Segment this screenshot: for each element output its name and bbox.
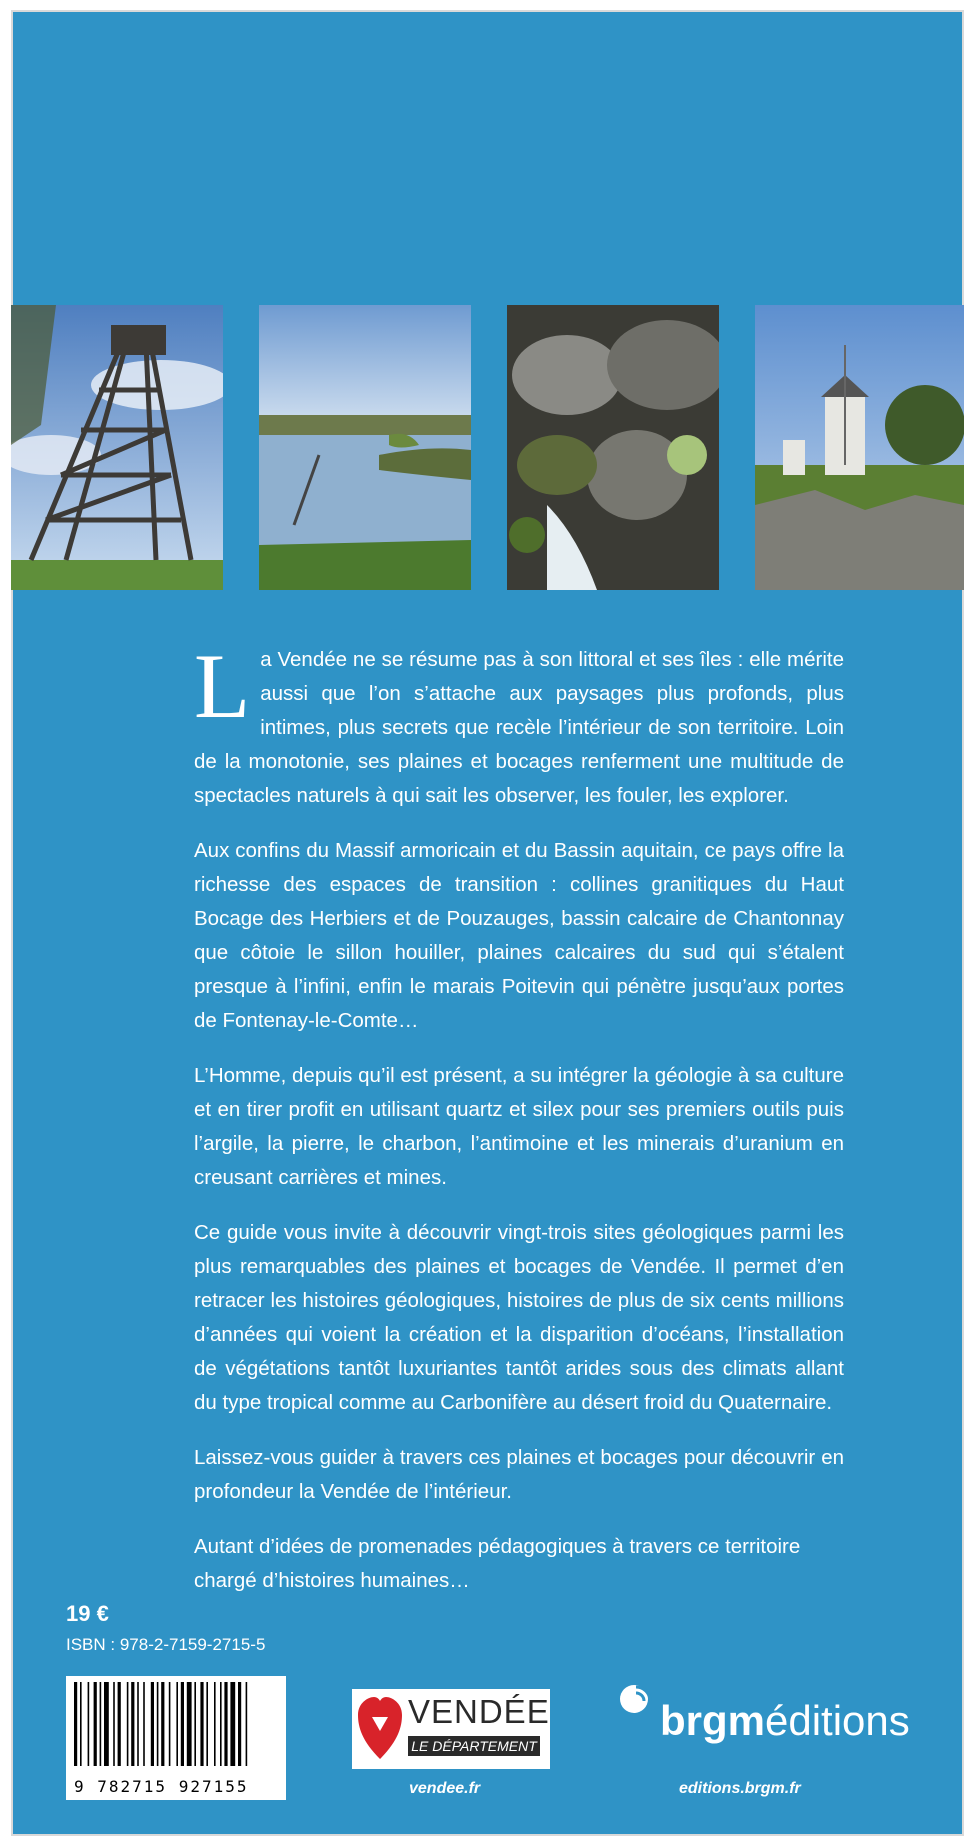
paragraph-2: Aux confins du Massif armoricain et du Bassin aquitain, ce pays offre la richesse des espaces de transition : collines granitiques du Haut Bocage des Herbiers et de Pouzauges, bassin calcaire de Chantonnay que côtoie le sillon houiller, plaines calcaires du sud qui s’étalent presque à l’infini, enfin le marais Poitevin qui pénètre jusqu’aux portes de Fontenay-le-Comte…	[194, 839, 844, 1032]
vendee-heart-icon	[358, 1697, 402, 1761]
barcode-number: 9 782715 927155	[74, 1777, 249, 1796]
price: 19 €	[66, 1601, 109, 1626]
vendee-url: vendee.fr	[409, 1780, 481, 1797]
body-text	[194, 635, 844, 1619]
book-back-cover	[11, 10, 964, 1836]
barcode	[66, 1676, 286, 1800]
rocks-stream-photo	[507, 305, 719, 590]
vendee-subtitle: LE DÉPARTEMENT	[408, 1736, 540, 1756]
barcode-bars-icon	[72, 1682, 280, 1768]
windmill-photo	[755, 305, 964, 590]
brgm-bold: brgm	[660, 1697, 765, 1744]
vendee-logo	[352, 1689, 550, 1769]
brgm-logo-text	[618, 1697, 910, 1744]
paragraph-6: Autant d’idées de promenades pédagogiques à travers ce territoire chargé d’histoires humaines…	[194, 1535, 801, 1592]
mine-headframe-photo	[11, 305, 223, 590]
paragraph-1-text: a Vendée ne se résume pas à son littoral et ses îles : elle mérite aussi que l’on s’attache aux paysages plus profonds, plus intimes, plus secrets que recèle l’intérieur de son territoire. Loin de la monotonie, ses plaines et bocages renferment une multitude de spectacles naturels à qui sait les observer, les fouler, les explorer.	[194, 648, 844, 807]
brgm-light: éditions	[765, 1697, 910, 1744]
isbn: ISBN : 978-2-7159-2715-5	[66, 1635, 266, 1654]
vendee-title: VENDÉE	[408, 1693, 550, 1730]
brgm-url: editions.brgm.fr	[679, 1780, 801, 1797]
paragraph-3: L’Homme, depuis qu’il est présent, a su intégrer la géologie à sa culture et en tirer profit en utilisant quartz et silex pour ses premiers outils puis l’argile, la pierre, le charbon, l’antimoine et les minerais d’uranium en creusant carrières et mines.	[194, 1064, 844, 1189]
paragraph-5: Laissez-vous guider à travers ces plaines et bocages pour découvrir en profondeur la Vendée de l’intérieur.	[194, 1446, 844, 1503]
marsh-photo	[259, 305, 471, 590]
paragraph-4: Ce guide vous invite à découvrir vingt-trois sites géologiques parmi les plus remarquables des plaines et bocages de Vendée. Il permet d’en retracer les histoires géologiques, histoires de plus de six cents millions d’années qui voient la création et la disparition d’océans, l’installation de végétations tantôt luxuriantes tantôt arides sous des climats allant du type tropical comme au Carbonifère au désert froid du Quaternaire.	[194, 1221, 844, 1414]
paragraph-intro	[194, 635, 844, 813]
drop-cap: L	[194, 635, 251, 737]
